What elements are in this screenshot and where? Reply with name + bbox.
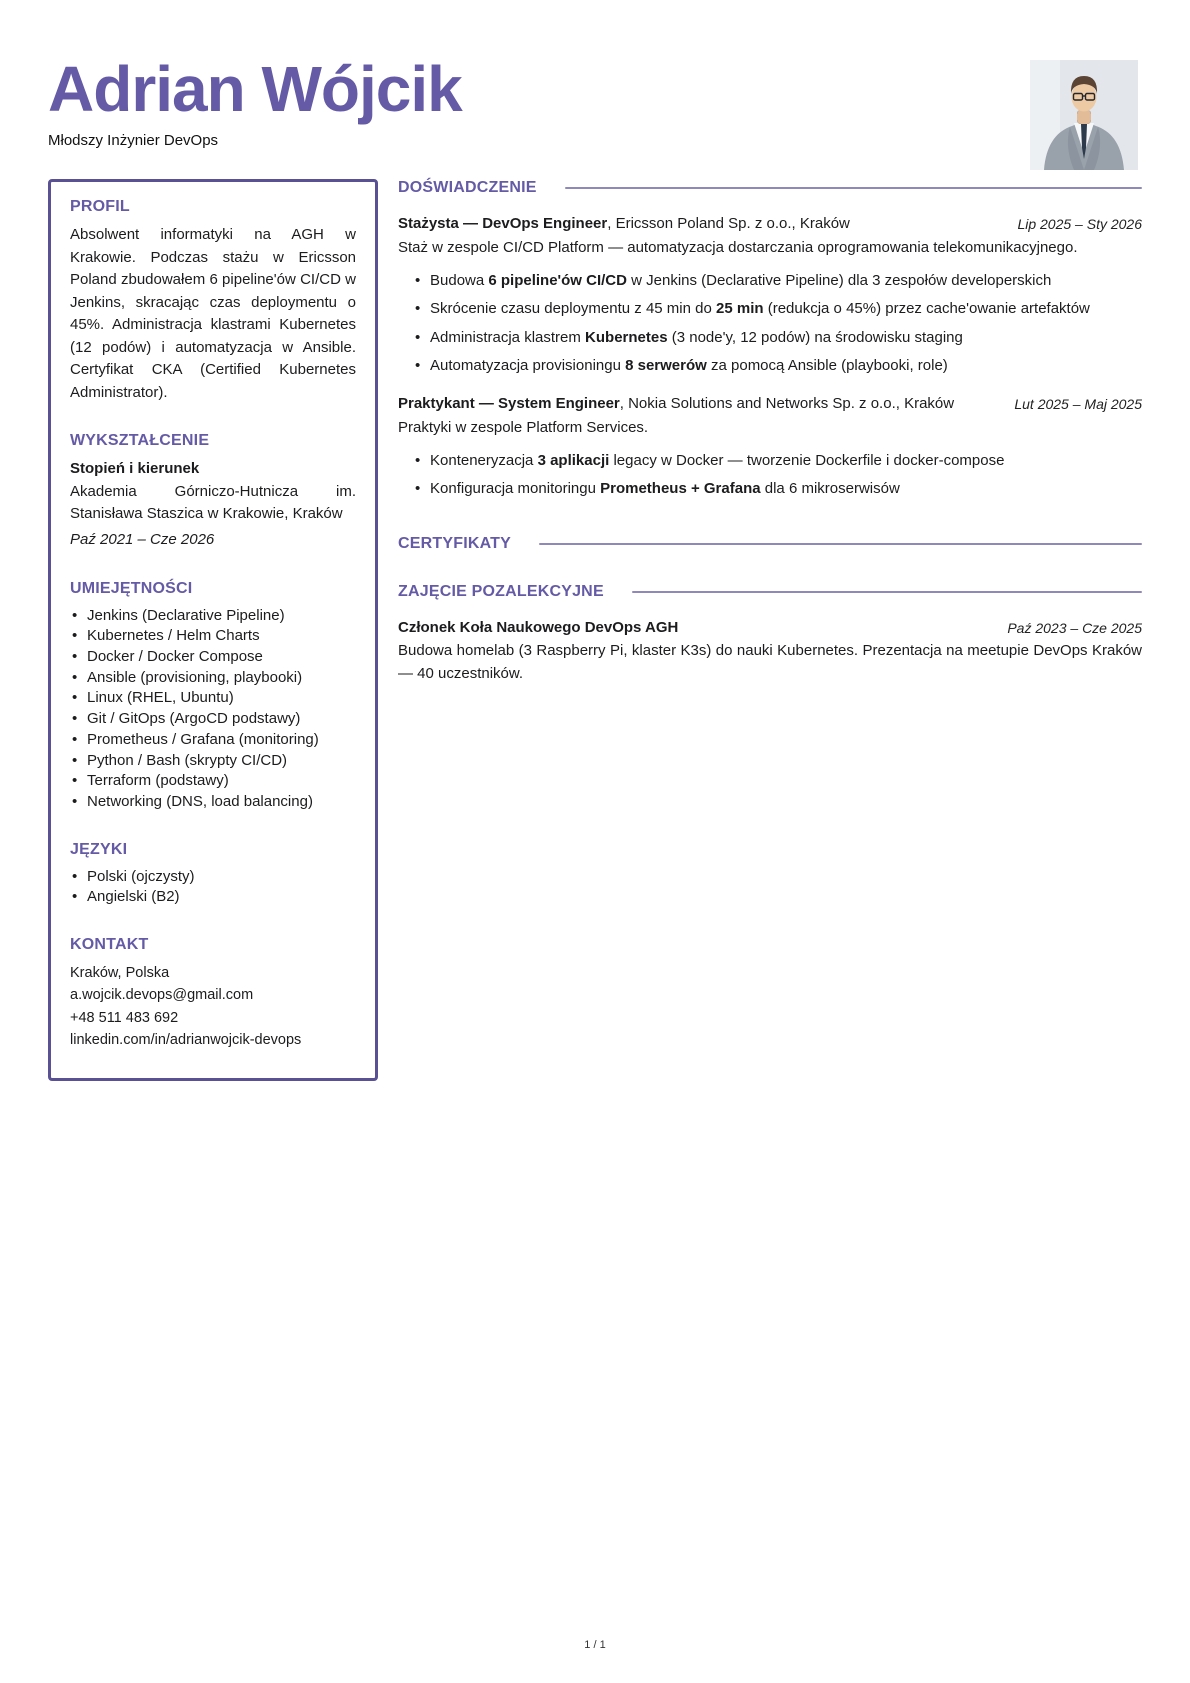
experience-heading-row xyxy=(398,179,1142,197)
skills-heading: UMIEJĘTNOŚCI xyxy=(70,579,193,597)
skill-item: • Python / Bash (skrypty CI/CD) xyxy=(70,751,356,772)
entry-title: Członek Koła Naukowego DevOps AGH xyxy=(398,618,679,636)
skill-item: • Ansible (provisioning, playbooki) xyxy=(70,668,356,689)
profile-text: Absolwent informatyki na AGH w Krakowie. Podczas stażu w Ericsson Poland zbudowałem 6 pipeline'ów CI/CD w Jenkins, skracając czas deploymentu o 45%. Administracja klastrami Kubernetes (12 podów) i automatyzacja w Ansible. Certyfikat CKA (Certified Kubernetes Administrator). xyxy=(70,226,356,401)
entry-titleline xyxy=(398,617,1007,640)
contact-line: linkedin.com/in/adrianwojcik-devops xyxy=(70,1032,302,1049)
certificates-section xyxy=(398,535,1142,553)
education-school: Akademia Górniczo-Hutnicza im. Stanisława Staszica w Krakowie, Kraków xyxy=(70,482,356,523)
skills-list xyxy=(70,606,356,813)
person-name: Adrian Wójcik xyxy=(48,53,462,125)
entry-title: Praktykant — System Engineer xyxy=(398,395,620,413)
entry-company: , Ericsson Poland Sp. z o.o., Kraków xyxy=(607,215,850,233)
bullet-item: • Budowa 6 pipeline'ów CI/CD w Jenkins (Declarative Pipeline) dla 3 zespołów developerskich xyxy=(414,269,1142,292)
experience-entry xyxy=(398,393,1142,501)
entry-header xyxy=(398,213,1142,236)
contact-heading: KONTAKT xyxy=(70,935,149,953)
contact-line: +48 511 483 692 xyxy=(70,1009,179,1026)
heading-rule xyxy=(539,543,1142,545)
language-item: • Angielski (B2) xyxy=(70,887,356,908)
education-dates: Paź 2021 – Cze 2026 xyxy=(70,530,215,548)
skill-item: • Networking (DNS, load balancing) xyxy=(70,792,356,813)
extracurricular-section xyxy=(398,583,1142,686)
bullet-item: • Administracja klastrem Kubernetes (3 node'y, 12 podów) na środowisku staging xyxy=(414,326,1142,349)
certificates-heading: CERTYFIKATY xyxy=(398,534,512,552)
profile-photo xyxy=(1030,60,1138,170)
entry-titleline xyxy=(398,393,1014,416)
experience-entry xyxy=(398,213,1142,377)
languages-section xyxy=(70,841,356,908)
profile-section xyxy=(70,198,356,404)
experience-heading: DOŚWIADCZENIE xyxy=(398,179,537,197)
entry-summary: Praktyki w zespole Platform Services. xyxy=(398,418,649,436)
skill-item: • Terraform (podstawy) xyxy=(70,771,356,792)
heading-rule xyxy=(632,591,1142,593)
languages-heading: JĘZYKI xyxy=(70,840,128,858)
experience-section xyxy=(398,179,1142,501)
profile-heading: PROFIL xyxy=(70,198,130,216)
job-title: Młodszy Inżynier DevOps xyxy=(48,132,219,150)
skill-item: • Linux (RHEL, Ubuntu) xyxy=(70,688,356,709)
certificates-heading-row xyxy=(398,535,1142,553)
skill-item: • Git / GitOps (ArgoCD podstawy) xyxy=(70,709,356,730)
entry-bullets xyxy=(414,449,1142,501)
entry-title: Stażysta — DevOps Engineer xyxy=(398,215,608,233)
portrait-illustration xyxy=(1030,60,1138,170)
heading-rule xyxy=(565,187,1142,189)
extracurricular-heading: ZAJĘCIE POZALEKCYJNE xyxy=(398,582,604,600)
header xyxy=(0,0,1190,149)
extracurricular-entry xyxy=(398,617,1142,686)
bullet-item: • Konfiguracja monitoringu Prometheus + Grafana dla 6 mikroserwisów xyxy=(414,477,1142,500)
languages-list xyxy=(70,867,356,908)
page-indicator: 1 / 1 xyxy=(584,1639,606,1651)
sidebar xyxy=(48,179,378,1081)
education-heading: WYKSZTAŁCENIE xyxy=(70,432,210,450)
skill-item: • Jenkins (Declarative Pipeline) xyxy=(70,606,356,627)
entry-dates: Paź 2023 – Cze 2025 xyxy=(1007,619,1142,636)
entry-titleline xyxy=(398,213,1017,236)
entry-summary: Staż w zespole CI/CD Platform — automatyzacja dostarczania oprogramowania telekomunikacyjnego. xyxy=(398,238,1078,256)
entry-dates: Lut 2025 – Maj 2025 xyxy=(1014,396,1142,413)
entry-header xyxy=(398,617,1142,640)
main-column xyxy=(398,179,1142,719)
skill-item: • Docker / Docker Compose xyxy=(70,647,356,668)
skill-item: • Kubernetes / Helm Charts xyxy=(70,626,356,647)
entry-description: Budowa homelab (3 Raspberry Pi, klaster K3s) do nauki Kubernetes. Prezentacja na meetupie DevOps Kraków — 40 uczestników. xyxy=(398,642,1142,682)
entry-header xyxy=(398,393,1142,416)
language-item: • Polski (ojczysty) xyxy=(70,867,356,888)
skill-item: • Prometheus / Grafana (monitoring) xyxy=(70,730,356,751)
bullet-item: • Skrócenie czasu deploymentu z 45 min do 25 min (redukcja o 45%) przez cache'owanie artefaktów xyxy=(414,297,1142,320)
bullet-item: • Konteneryzacja 3 aplikacji legacy w Docker — tworzenie Dockerfile i docker-compose xyxy=(414,449,1142,472)
entry-dates: Lip 2025 – Sty 2026 xyxy=(1017,216,1142,233)
entry-company: , Nokia Solutions and Networks Sp. z o.o., Kraków xyxy=(619,395,955,413)
contact-line: a.wojcik.devops@gmail.com xyxy=(70,987,254,1004)
contact-section xyxy=(70,936,356,1052)
bullet-item: • Automatyzacja provisioningu 8 serwerów za pomocą Ansible (playbooki, role) xyxy=(414,354,1142,377)
contact-lines xyxy=(70,962,356,1052)
skills-section xyxy=(70,580,356,813)
entry-bullets xyxy=(414,269,1142,377)
education-degree: Stopień i kierunek xyxy=(70,460,200,478)
content-columns xyxy=(0,179,1190,1081)
extracurricular-heading-row xyxy=(398,583,1142,601)
education-section xyxy=(70,432,356,552)
contact-line: Kraków, Polska xyxy=(70,964,170,981)
